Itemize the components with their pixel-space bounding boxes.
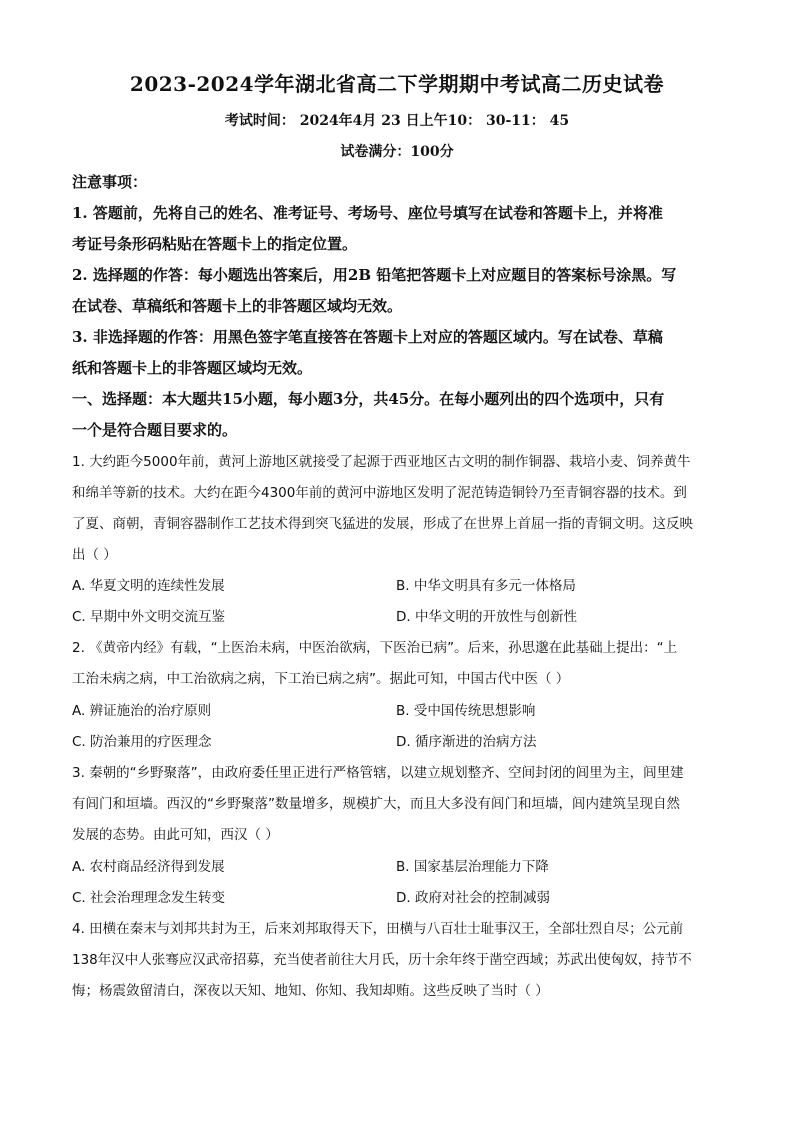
question-4-text: 4. 田横在秦末与刘邦共封为王，后来刘邦取得天下，田横与八百壮士耻事汉王，全部壮烈自尽；公元前 <box>72 921 684 937</box>
full-score: 试卷满分：100分 <box>340 144 454 160</box>
question-1-text: 1. 大约距今5000年前，黄河上游地区就接受了起源于西亚地区古文明的制作铜器、栽培小麦、饲养黄牛 <box>72 454 691 470</box>
exam-time: 考试时间： 2024年4月 23 日上午10： 30-11： 45 <box>224 113 570 129</box>
question-2-option-a: A. 辨证施治的治疗原则 <box>72 703 212 719</box>
question-3-option-b: B. 国家基层治理能力下降 <box>396 859 549 875</box>
question-3-text: 有闾门和垣墙。西汉的“乡野聚落”数量增多，规模扩大，而且大多没有闾门和垣墙，闾内建筑呈现自然 <box>72 796 680 812</box>
question-3-option-c: C. 社会治理理念发生转变 <box>72 890 226 906</box>
notice-line: 在试卷、草稿纸和答题卡上的非答题区域均无效。 <box>72 297 403 315</box>
question-2-text: 工治未病之病，中工治欲病之病，下工治已病之病”。据此可知，中国古代中医（ ） <box>72 671 570 687</box>
notice-line: 1. 答题前，先将自己的姓名、准考证号、考场号、座位号填写在试卷和答题卡上，并将准 <box>72 204 663 222</box>
question-1-text: 了夏、商朝，青铜容器制作工艺技术得到突飞猛进的发展，形成了在世界上首屈一指的青铜文明。这反映 <box>72 516 693 532</box>
question-1-option-d: D. 中华文明的开放性与创新性 <box>396 609 577 625</box>
question-2-option-c: C. 防治兼用的疗医理念 <box>72 734 212 750</box>
question-1-option-a: A. 华夏文明的连续性发展 <box>72 578 225 594</box>
notice-line: 3. 非选择题的作答：用黑色签字笔直接答在答题卡上对应的答题区域内。写在试卷、草稿 <box>72 328 663 346</box>
question-1-text: 和绵羊等新的技术。大约在距今4300年前的黄河中游地区发明了泥范铸造铜铃乃至青铜容器的技术。到 <box>72 485 687 501</box>
notice-heading: 注意事项： <box>72 173 148 191</box>
question-4-text: 悔；杨震敛留清白，深夜以天知、地知、你知、我知却贿。这些反映了当时（ ） <box>72 983 549 999</box>
notice-line: 2. 选择题的作答：每小题选出答案后，用2B 铅笔把答题卡上对应题目的答案标号涂黑。写 <box>72 266 677 284</box>
notice-line: 考证号条形码粘贴在答题卡上的指定位置。 <box>72 235 358 253</box>
question-1-text: 出（ ） <box>72 547 117 563</box>
question-3-text: 发展的态势。由此可知，西汉（ ） <box>72 827 279 843</box>
question-2-text: 2. 《黄帝内经》有载，“上医治未病，中医治欲病，下医治已病”。后来，孙思邈在此基础上提出：“上 <box>72 640 678 656</box>
question-2-option-b: B. 受中国传统思想影响 <box>396 703 536 719</box>
question-3-option-a: A. 农村商品经济得到发展 <box>72 859 225 875</box>
section-heading: 一、选择题：本大题共15小题，每小题3分，共45分。在每小题列出的四个选项中，只有 <box>72 390 665 408</box>
exam-title: 2023-2024学年湖北省高二下学期期中考试高二历史试卷 <box>129 72 665 96</box>
question-3-option-d: D. 政府对社会的控制减弱 <box>396 890 550 906</box>
question-2-option-d: D. 循序渐进的治病方法 <box>396 734 537 750</box>
question-1-option-c: C. 早期中外文明交流互鉴 <box>72 609 226 625</box>
question-1-option-b: B. 中华文明具有多元一体格局 <box>396 578 576 594</box>
question-3-text: 3. 秦朝的“乡野聚落”，由政府委任里正进行严格管辖，以建立规划整齐、空间封闭的闾里为主，闾里建 <box>72 765 684 781</box>
section-heading: 一个是符合题目要求的。 <box>72 421 238 439</box>
notice-line: 纸和答题卡上的非答题区域均无效。 <box>72 359 313 377</box>
question-4-text: 138年汉中人张骞应汉武帝招募，充当使者前往大月氏，历十余年终于凿空西域；苏武出使匈奴，持节不 <box>72 952 692 968</box>
